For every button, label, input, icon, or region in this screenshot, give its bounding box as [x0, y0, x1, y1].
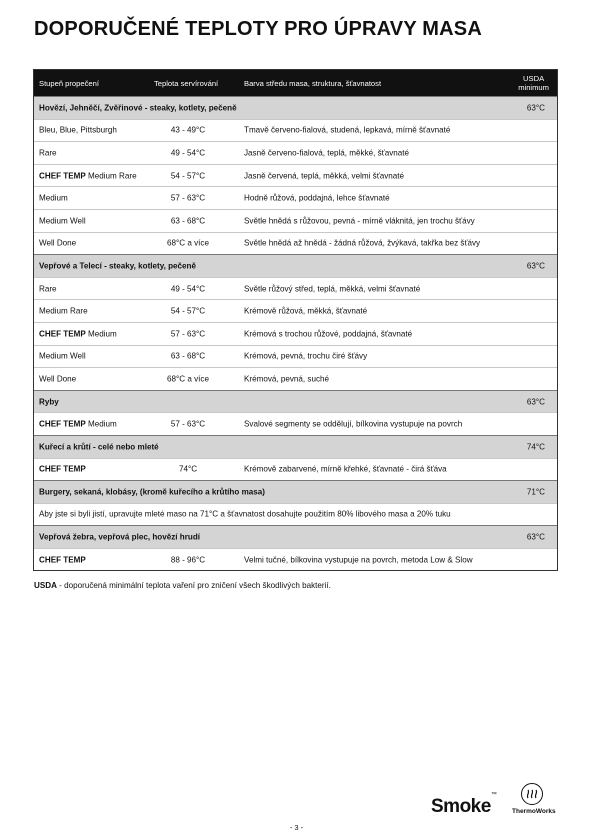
doneness-level: Well Done — [39, 238, 77, 248]
meat-description: Krémová, pevná, trochu čiré šťávy — [244, 351, 368, 361]
meat-description: Krémová, pevná, suché — [244, 374, 330, 384]
meat-description: Hodně růžová, poddajná, lehce šťavnaté — [244, 193, 390, 203]
page-title: DOPORUČENÉ TEPLOTY PRO ÚPRAVY MASA — [34, 18, 482, 40]
doneness-level: Medium Well — [39, 351, 86, 361]
serving-temp: 68°C a více — [167, 238, 209, 248]
doneness-level: Rare — [39, 148, 57, 158]
usda-minimum: 63°C — [526, 397, 545, 407]
serving-temp: 88 - 96°C — [170, 555, 206, 565]
section-row — [34, 390, 557, 413]
doneness-level: CHEF TEMP — [39, 464, 86, 474]
table-row — [34, 299, 557, 322]
serving-temp: 57 - 63°C — [170, 419, 206, 429]
usda-minimum: 63°C — [526, 532, 545, 542]
table-row — [34, 209, 557, 232]
thermoworks-emblem-icon — [521, 783, 543, 805]
serving-temp: 49 - 54°C — [170, 284, 206, 294]
usda-minimum: 63°C — [526, 261, 545, 271]
meat-description: Jasně červená, teplá, měkká, velmi šťavnaté — [244, 171, 405, 181]
doneness-level: CHEF TEMP Medium — [39, 419, 117, 429]
section-name: Vepřová žebra, vepřová plec, hovězí hrudí — [39, 532, 201, 542]
smoke-logo: Smoke™ — [431, 791, 497, 817]
table-row — [34, 141, 557, 164]
meat-description: Světle hnědá s růžovou, pevná - mírně vláknitá, jen trochu šťávy — [244, 216, 475, 226]
section-row — [34, 525, 557, 548]
section-name: Ryby — [39, 397, 59, 407]
meat-description: Jasně červeno-fialová, teplá, měkké, šťavnaté — [244, 148, 409, 158]
header-serving-temp: Teplota servírování — [154, 79, 219, 88]
header-usda: USDA minimum — [518, 74, 549, 92]
table-row — [34, 164, 557, 187]
doneness-level: Medium Rare — [39, 306, 88, 316]
table-row — [34, 322, 557, 345]
doneness-level: Medium Well — [39, 216, 86, 226]
doneness-level: CHEF TEMP Medium Rare — [39, 171, 137, 181]
meat-description: Svalové segmenty se oddělují, bílkovina vystupuje na povrch — [244, 419, 463, 429]
usda-minimum: 74°C — [526, 442, 545, 452]
serving-temp: 54 - 57°C — [170, 306, 206, 316]
table-header — [34, 70, 557, 96]
section-name: Hovězí, Jehněčí, Zvěřinové - steaky, kotlety, pečeně — [39, 103, 237, 113]
table-row — [34, 345, 557, 368]
meat-description: Světle hnědá až hnědá - žádná růžová, žvýkavá, takřka bez šťávy — [244, 238, 481, 248]
section-row — [34, 254, 557, 277]
section-name: Vepřové a Telecí - steaky, kotlety, pečeně — [39, 261, 197, 271]
serving-temp: 63 - 68°C — [170, 351, 206, 361]
meat-description: Krémová s trochou růžové, poddajná, šťavnaté — [244, 329, 413, 339]
table-row — [34, 412, 557, 435]
section-note: Aby jste si byli jistí, upravujte mleté maso na 71°C a šťavnatost dosahujte použitím 80% libového masa a 20% tuku — [34, 503, 557, 526]
table-row — [34, 458, 557, 481]
section-name: Kuřecí a krůtí - celé nebo mleté — [39, 442, 159, 452]
header-doneness: Stupeň propečení — [39, 79, 99, 88]
serving-temp: 63 - 68°C — [170, 216, 206, 226]
meat-description: Tmavě červeno-fialová, studená, lepkavá, mírně šťavnaté — [244, 125, 451, 135]
footnote: USDA - doporučená minimální teplota vaření pro zničení všech škodlivých bakterií. — [34, 581, 331, 590]
section-row — [34, 96, 557, 119]
header-description: Barva středu masa, struktura, šťavnatost — [244, 79, 382, 88]
section-name: Burgery, sekaná, klobásy, (kromě kuřecího a krůtího masa) — [39, 487, 265, 497]
section-row — [34, 480, 557, 503]
doneness-level: Rare — [39, 284, 57, 294]
serving-temp: 74°C — [178, 464, 198, 474]
doneness-level: Bleu, Blue, Pittsburgh — [39, 125, 117, 135]
table-row — [34, 186, 557, 209]
table-row — [34, 548, 557, 571]
serving-temp: 68°C a více — [167, 374, 209, 384]
doneness-level: CHEF TEMP Medium — [39, 329, 117, 339]
page-number: - 3 - — [289, 823, 304, 832]
meat-description: Velmi tučné, bílkovina vystupuje na povrch, metoda Low & Slow — [244, 555, 473, 565]
temperature-table — [33, 69, 558, 571]
meat-description: Krémově růžová, měkká, šťavnaté — [244, 306, 368, 316]
meat-description: Krémově zabarvené, mírně křehké, šťavnaté - čirá šťáva — [244, 464, 447, 474]
doneness-level: CHEF TEMP — [39, 555, 86, 565]
table-row — [34, 277, 557, 300]
serving-temp: 57 - 63°C — [170, 329, 206, 339]
table-row — [34, 367, 557, 390]
usda-minimum: 71°C — [526, 487, 545, 497]
table-row — [34, 232, 557, 255]
doneness-level: Medium — [39, 193, 68, 203]
meat-description: Světle růžový střed, teplá, měkká, velmi šťavnaté — [244, 284, 421, 294]
section-row — [34, 435, 557, 458]
serving-temp: 57 - 63°C — [170, 193, 206, 203]
table-row — [34, 119, 557, 142]
serving-temp: 43 - 49°C — [170, 125, 206, 135]
serving-temp: 54 - 57°C — [170, 171, 206, 181]
thermoworks-logo: ThermoWorks — [512, 783, 552, 815]
serving-temp: 49 - 54°C — [170, 148, 206, 158]
usda-minimum: 63°C — [526, 103, 545, 113]
doneness-level: Well Done — [39, 374, 77, 384]
